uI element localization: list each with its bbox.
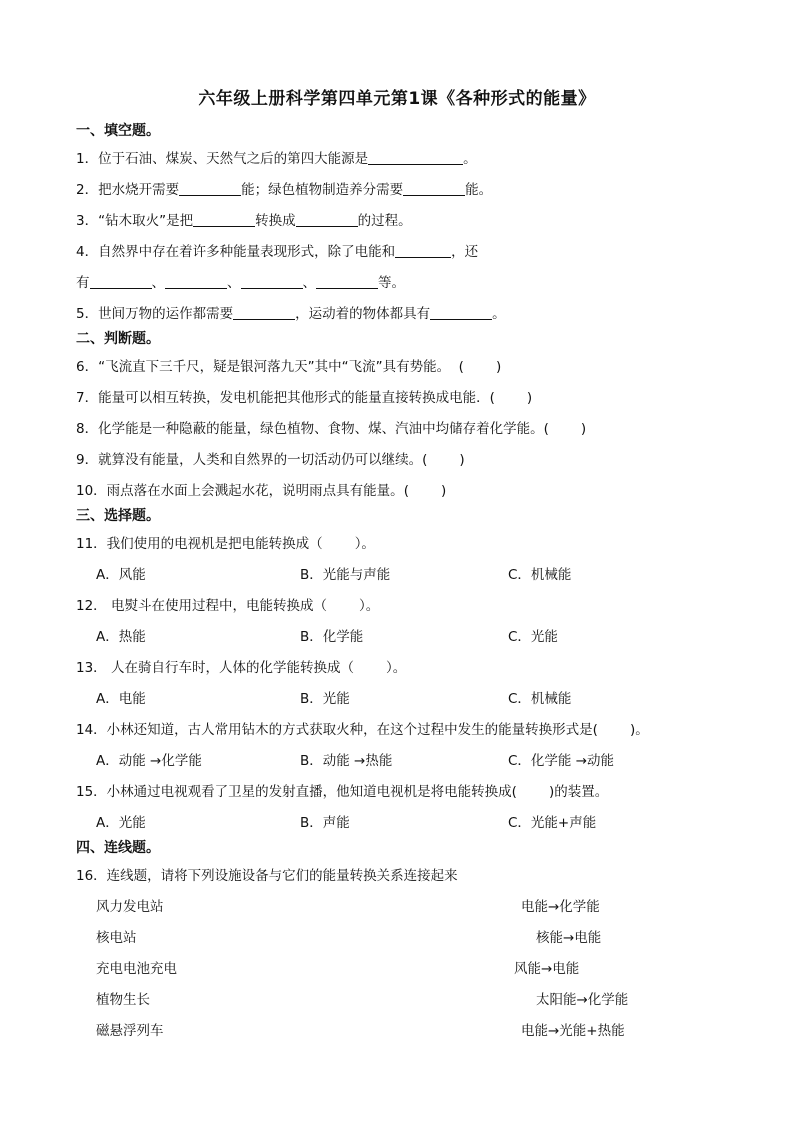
- q1-blank[interactable]: [368, 150, 463, 165]
- question-2: [76, 178, 492, 198]
- match-left-item[interactable]: 充电电池充电: [96, 961, 177, 977]
- section-choice-heading: 三、选择题。: [76, 508, 160, 524]
- q15-option-c[interactable]: C．光能+声能: [508, 815, 597, 831]
- q2-text-a: 2．把水烧开需要: [76, 182, 180, 198]
- match-right-item[interactable]: 电能→化学能: [521, 899, 600, 915]
- question-10: [76, 479, 446, 499]
- q11-option-b[interactable]: B．光能与声能: [300, 567, 391, 583]
- question-3: [76, 209, 412, 229]
- q4-blank-2[interactable]: [90, 274, 152, 289]
- q14-option-b[interactable]: B．动能 →热能: [300, 753, 393, 769]
- q11-option-a[interactable]: A．风能: [96, 567, 146, 583]
- q4-blank-5[interactable]: [316, 274, 378, 289]
- q15-stem: 15．小林通过电视观看了卫星的发射直播，他知道电视机是将电能转换成(: [76, 784, 517, 800]
- q12-option-c[interactable]: C．光能: [508, 629, 558, 645]
- question-8: [76, 417, 586, 437]
- q15-option-b[interactable]: B．声能: [300, 815, 350, 831]
- q4-sep-2: 、: [227, 275, 241, 291]
- q14-end: )。: [629, 722, 649, 738]
- q4-sep-3: 、: [302, 275, 316, 291]
- match-right-item[interactable]: 电能→光能+热能: [521, 1023, 625, 1039]
- match-right-item[interactable]: 核能→电能: [536, 930, 602, 946]
- q10-close: ): [440, 483, 447, 499]
- q10-text: 10．雨点落在水面上会溅起水花，说明雨点具有能量。: [76, 483, 404, 499]
- q4-text-a: 4．自然界中存在着许多种能量表现形式，除了电能和: [76, 244, 396, 260]
- q4-blank-3[interactable]: [165, 274, 227, 289]
- q14-stem: 14．小林还知道，古人常用钻木的方式获取火种，在这个过程中发生的能量转换形式是(: [76, 722, 598, 738]
- q1-text: 1．位于石油、煤炭、天然气之后的第四大能源是: [76, 151, 369, 167]
- q14-option-a[interactable]: A．动能 →化学能: [96, 753, 202, 769]
- q7-text: 7．能量可以相互转换，发电机能把其他形式的能量直接转换成电能．: [76, 390, 490, 406]
- match-left-item[interactable]: 风力发电站: [96, 899, 164, 915]
- q7-close: ): [526, 390, 533, 406]
- q4-sep-1: 、: [151, 275, 165, 291]
- q9-close: ): [459, 452, 465, 468]
- question-5: [76, 302, 506, 322]
- q13-option-c[interactable]: C．机械能: [508, 691, 572, 707]
- q7-open: (: [489, 390, 495, 406]
- q2-blank-1[interactable]: [179, 181, 241, 196]
- q13-option-a[interactable]: A．电能: [96, 691, 146, 707]
- q2-blank-2[interactable]: [403, 181, 465, 196]
- question-13: [76, 656, 406, 676]
- q5-text-a: 5．世间万物的运作都需要: [76, 306, 234, 322]
- q5-text-b: ，运动着的物体都具有: [295, 306, 431, 322]
- question-9: [76, 448, 465, 468]
- q12-option-a[interactable]: A．热能: [96, 629, 146, 645]
- q13-end: ）。: [385, 660, 407, 676]
- question-6: [76, 355, 501, 375]
- question-1: [76, 147, 477, 167]
- q5-blank-2[interactable]: [430, 305, 492, 320]
- q3-text-c: 的过程。: [357, 213, 412, 229]
- q3-blank-2[interactable]: [296, 212, 358, 227]
- q3-text-b: 转换成: [255, 213, 296, 229]
- q6-close: ): [495, 359, 502, 375]
- q12-end: ）。: [358, 598, 380, 614]
- q4-blank-1[interactable]: [395, 243, 451, 258]
- q4-text-c: 有: [76, 275, 90, 291]
- match-right-item[interactable]: 风能→电能: [514, 961, 580, 977]
- q6-text: 6．“飞流直下三千尺，疑是银河落九天”其中“飞流”具有势能。: [76, 359, 451, 375]
- q10-open: (: [403, 483, 409, 499]
- q12-option-b[interactable]: B．化学能: [300, 629, 364, 645]
- match-right-item[interactable]: 太阳能→化学能: [536, 992, 629, 1008]
- q4-text-d: 等。: [378, 275, 405, 291]
- q2-text-c: 能。: [465, 182, 493, 198]
- q5-text-c: 。: [492, 306, 506, 322]
- section-match-heading: 四、连线题。: [76, 840, 160, 856]
- question-16: 16．连线题，请将下列设施设备与它们的能量转换关系连接起来: [76, 868, 458, 884]
- q5-blank-1[interactable]: [233, 305, 295, 320]
- q9-open: (: [422, 452, 428, 468]
- question-4: [76, 240, 478, 260]
- q11-end: ）。: [354, 536, 375, 552]
- q15-end: )的装置。: [548, 784, 609, 800]
- q4-blank-4[interactable]: [241, 274, 303, 289]
- section-judge-heading: 二、判断题。: [76, 331, 160, 347]
- question-12: [76, 594, 379, 614]
- q6-open: (: [458, 359, 464, 375]
- q2-text-b: 能；绿色植物制造养分需要: [241, 182, 404, 198]
- match-left-item[interactable]: 磁悬浮列车: [96, 1023, 164, 1039]
- question-14: [76, 718, 649, 738]
- q13-stem: 13． 人在骑自行车时，人体的化学能转换成（: [76, 660, 354, 676]
- q8-open: (: [543, 421, 549, 437]
- question-11: [76, 532, 375, 552]
- q12-stem: 12． 电熨斗在使用过程中，电能转换成（: [76, 598, 327, 614]
- q11-stem: 11．我们使用的电视机是把电能转换成（: [76, 536, 323, 552]
- q8-text: 8．化学能是一种隐蔽的能量，绿色植物、食物、煤、汽油中均储存着化学能。: [76, 421, 544, 437]
- q3-text-a: 3．“钻木取火”是把: [76, 213, 194, 229]
- q3-blank-1[interactable]: [193, 212, 255, 227]
- page-title: 六年级上册科学第四单元第1课《各种形式的能量》: [198, 89, 596, 109]
- q1-end: 。: [463, 151, 477, 167]
- section-fill-heading: 一、填空题。: [76, 123, 160, 139]
- q11-option-c[interactable]: C．机械能: [508, 567, 572, 583]
- q8-close: ): [580, 421, 587, 437]
- match-left-item[interactable]: 植物生长: [96, 992, 150, 1008]
- q14-option-c[interactable]: C．化学能 →动能: [508, 753, 615, 769]
- q9-text: 9．就算没有能量，人类和自然界的一切活动仍可以继续。: [76, 452, 423, 468]
- q4-text-b: ，还: [451, 244, 479, 260]
- q13-option-b[interactable]: B．光能: [300, 691, 350, 707]
- q15-option-a[interactable]: A．光能: [96, 815, 146, 831]
- question-4-cont: [76, 271, 405, 291]
- question-15: [76, 780, 608, 800]
- match-left-item[interactable]: 核电站: [96, 930, 137, 946]
- question-7: [76, 386, 532, 406]
